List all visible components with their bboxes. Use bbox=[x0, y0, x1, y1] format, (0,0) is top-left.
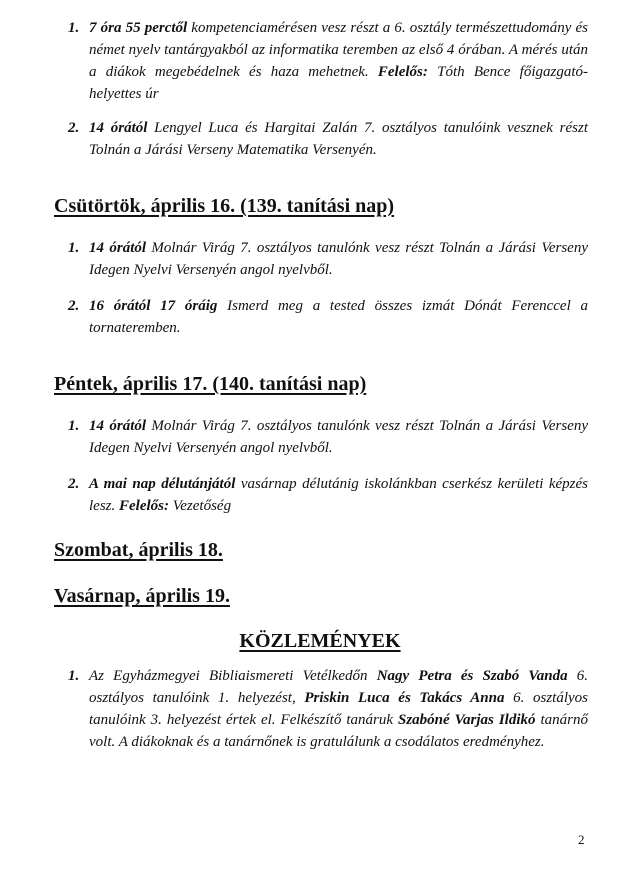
day-heading-thursday: Csütörtök, április 16. (139. tanítási nap) bbox=[54, 195, 395, 217]
day-heading-sunday: Vasárnap, április 19. bbox=[54, 585, 230, 607]
item-text: Ismerd meg a tested összes izmát Dónát Ferenccel a tornateremben. bbox=[89, 298, 588, 336]
item-number: 1. bbox=[68, 418, 80, 434]
item-time: A mai nap délutánjától bbox=[89, 476, 236, 492]
teacher-name: Szabóné Varjas Ildikó bbox=[397, 712, 536, 728]
item-number: 2. bbox=[68, 298, 80, 314]
item-text: Molnár Virág 7. osztályos tanulónk vesz részt Tolnán a Járási Verseny Idegen Nyelvi Versenyén angol nyelvből. bbox=[89, 418, 588, 456]
list-item bbox=[68, 415, 588, 459]
item-number: 1. bbox=[68, 240, 80, 256]
responsible-name: Tóth Bence főigazgató-helyettes úr bbox=[89, 64, 588, 102]
item-time: 14 órától bbox=[89, 418, 147, 434]
announcements-heading: KÖZLEMÉNYEK bbox=[239, 630, 401, 652]
item-text: 6. osztályos tanulóink 1. helyezést, bbox=[89, 668, 588, 706]
item-text: Molnár Virág 7. osztályos tanulónk vesz részt Tolnán a Járási Verseny Idegen Nyelvi Versenyén angol nyelvből. bbox=[89, 240, 588, 278]
item-time: 14 órától bbox=[89, 240, 147, 256]
responsible-label: Felelős: bbox=[377, 64, 428, 80]
item-number: 2. bbox=[68, 120, 80, 136]
responsible-name: Vezetőség bbox=[169, 498, 232, 514]
item-text: tanárnő volt. A diákoknak és a tanárnőnek is gratulálunk a csodálatos eredményhez. bbox=[89, 712, 588, 750]
item-text: kompetenciamérésen vesz részt a 6. osztály természettudomány és német nyelv tantárgyakból az informatika teremben az első 4 órában. A mérés után a diákok megebédelnek és haza mehetnek. bbox=[89, 20, 588, 80]
item-number: 2. bbox=[68, 476, 80, 492]
item-number: 1. bbox=[68, 20, 80, 36]
announcement-item bbox=[68, 665, 588, 753]
list-item bbox=[68, 473, 588, 517]
item-number: 1. bbox=[68, 668, 80, 684]
item-text: vasárnap délutánig iskolánkban cserkész kerületi képzés lesz. bbox=[89, 476, 589, 514]
item-time: 16 órától 17 óráig bbox=[89, 298, 218, 314]
responsible-label: Felelős: bbox=[119, 498, 169, 514]
list-item bbox=[68, 237, 588, 281]
list-item bbox=[68, 117, 588, 161]
day-heading-saturday: Szombat, április 18. bbox=[54, 539, 223, 561]
item-text: Lengyel Luca és Hargitai Zalán 7. osztályos tanulóink vesznek részt Tolnán a Járási Verseny Matematika Versenyén. bbox=[89, 120, 588, 158]
item-time: 14 órától bbox=[89, 120, 148, 136]
item-text: Az Egyházmegyei Bibliaismereti Vetélkedőn bbox=[89, 668, 377, 684]
item-text: 6. osztályos tanulóink 3. helyezést értek el. Felkészítő tanáruk bbox=[89, 690, 588, 728]
student-names: Nagy Petra és Szabó Vanda bbox=[376, 668, 568, 684]
list-item bbox=[68, 17, 588, 105]
student-names: Priskin Luca és Takács Anna bbox=[304, 690, 505, 706]
day-heading-friday: Péntek, április 17. (140. tanítási nap) bbox=[54, 373, 367, 395]
item-time: 7 óra 55 perctől bbox=[89, 20, 188, 36]
list-item bbox=[68, 295, 588, 339]
page-number: 2 bbox=[578, 832, 585, 847]
